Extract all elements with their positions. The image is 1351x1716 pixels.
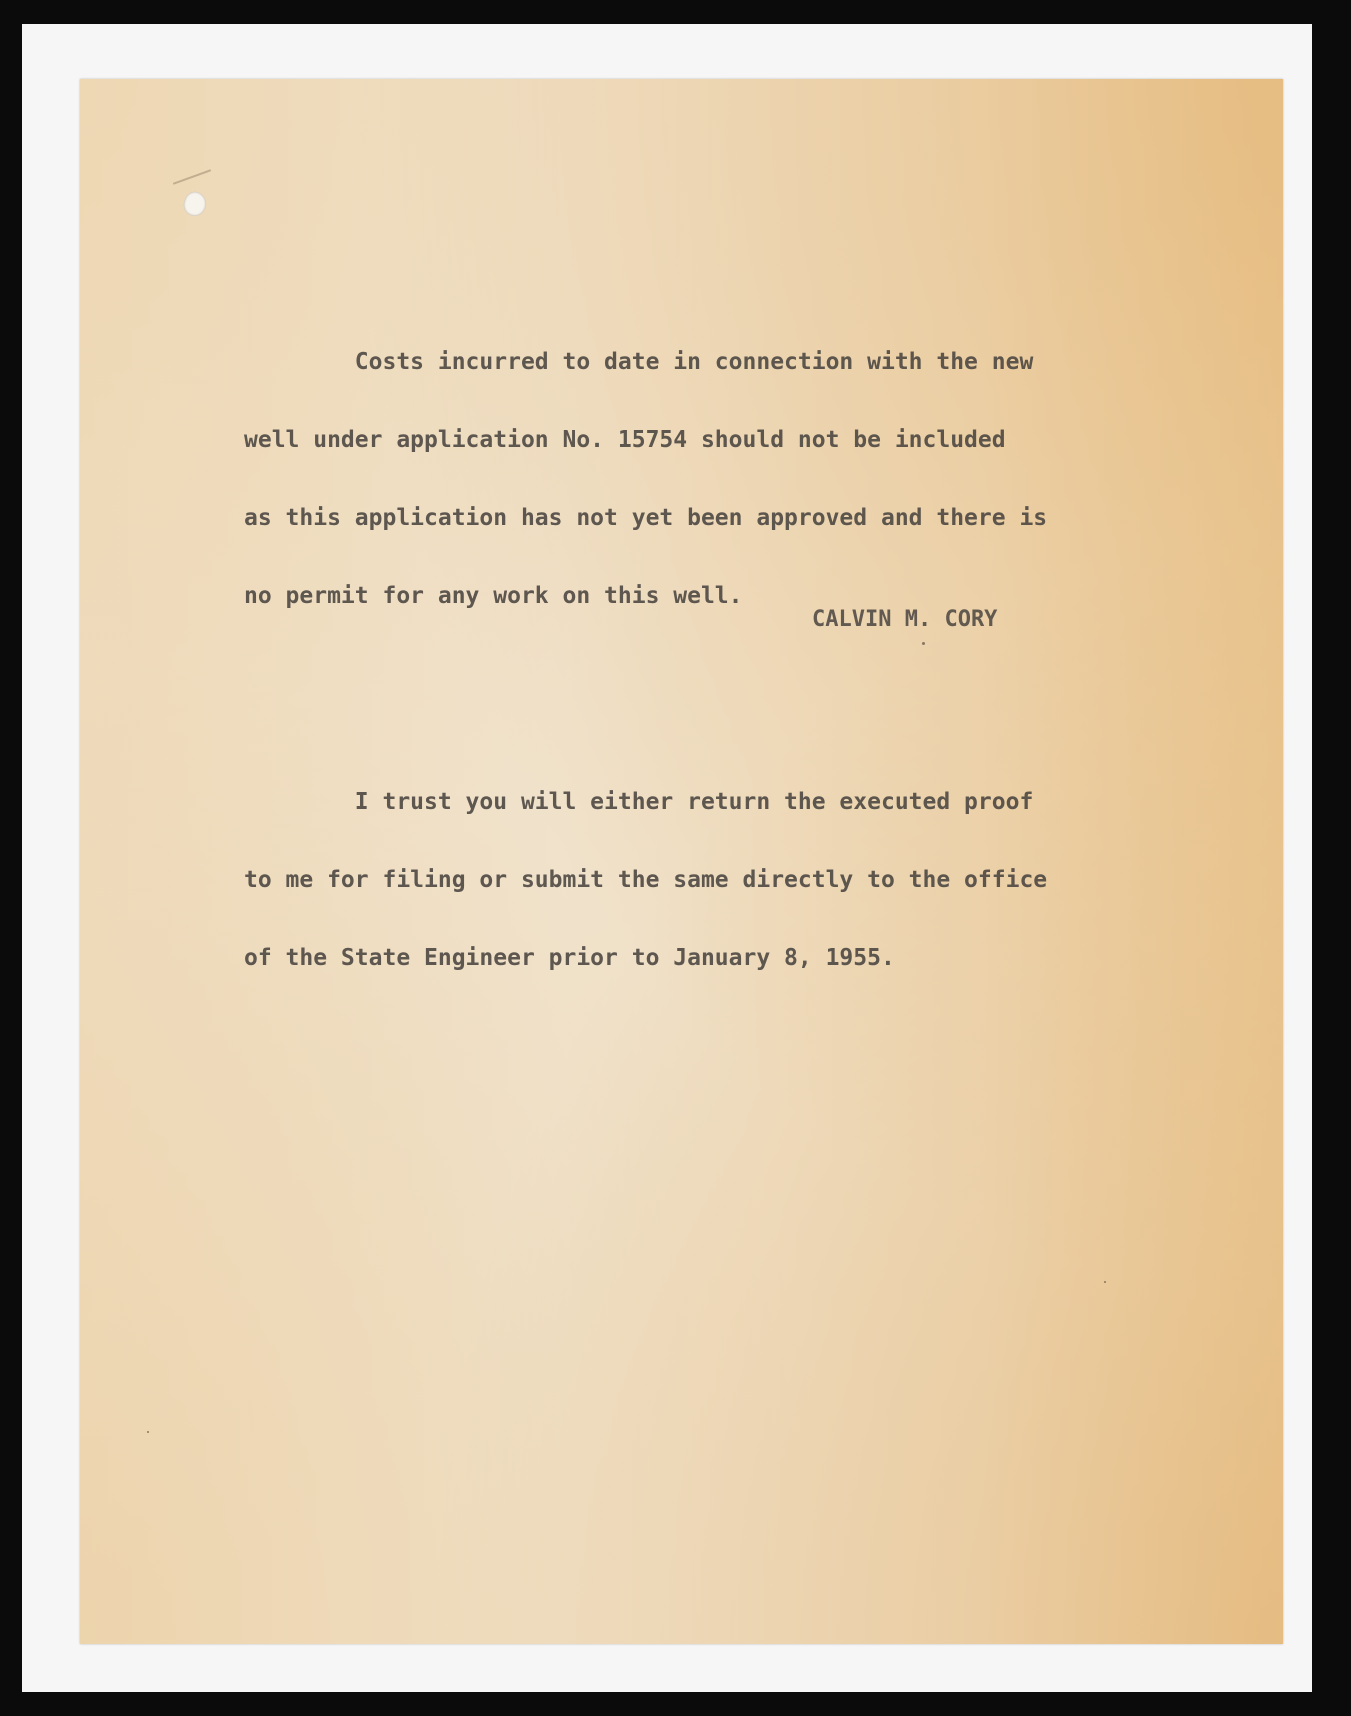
letter-body (244, 245, 1144, 1075)
tear-mark (173, 169, 211, 185)
mount-board (22, 24, 1312, 1692)
text-line: to me for filing or submit the same directly to the office (244, 867, 1048, 893)
text-line: no permit for any work on this well. (244, 583, 743, 609)
punch-hole (181, 189, 210, 219)
paragraph-proof (244, 737, 1144, 1023)
letter-page (80, 79, 1283, 1644)
text-line: as this application has not yet been approved and there is (244, 505, 1048, 531)
paper-speck (922, 642, 925, 645)
text-line: Costs incurred to date in connection with the new (244, 349, 1034, 375)
paragraph-costs (244, 297, 1144, 661)
paper-speck (147, 1431, 149, 1433)
paper-speck (1104, 1281, 1106, 1283)
text-line: I trust you will either return the executed proof (244, 789, 1034, 815)
text-line: of the State Engineer prior to January 8, 1955. (244, 945, 895, 971)
text-line: well under application No. 15754 should not be included (244, 427, 1006, 453)
signature-name: CALVIN M. CORY (812, 607, 998, 632)
